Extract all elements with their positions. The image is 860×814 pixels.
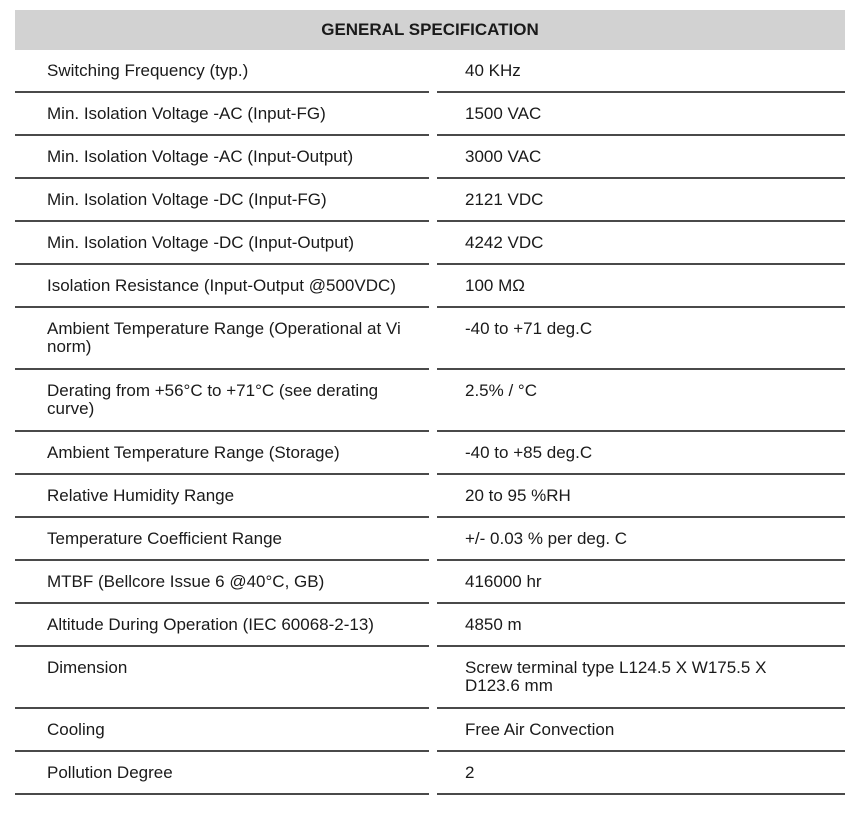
general-specification-table: [15, 10, 845, 795]
spec-label: Pollution Degree: [15, 752, 433, 795]
table-row: [15, 432, 845, 475]
spec-label: Temperature Coefficient Range: [15, 518, 433, 561]
spec-label: Min. Isolation Voltage -AC (Input-FG): [15, 93, 433, 136]
table-row: [15, 179, 845, 222]
spec-label: Isolation Resistance (Input-Output @500VDC): [15, 265, 433, 308]
spec-value: 4850 m: [433, 604, 845, 647]
spec-label: Ambient Temperature Range (Storage): [15, 432, 433, 475]
table-row: [15, 50, 845, 93]
spec-label: Switching Frequency (typ.): [15, 50, 433, 93]
table-row: [15, 604, 845, 647]
table-row: [15, 752, 845, 795]
spec-value: Free Air Convection: [433, 709, 845, 752]
table-row: [15, 647, 845, 709]
table-row: [15, 222, 845, 265]
spec-label: Min. Isolation Voltage -AC (Input-Output): [15, 136, 433, 179]
spec-value: 3000 VAC: [433, 136, 845, 179]
spec-label: Dimension: [15, 647, 433, 709]
table-row: [15, 709, 845, 752]
spec-label: Cooling: [15, 709, 433, 752]
spec-value: 100 MΩ: [433, 265, 845, 308]
spec-label: Min. Isolation Voltage -DC (Input-FG): [15, 179, 433, 222]
table-row: [15, 518, 845, 561]
spec-value: 1500 VAC: [433, 93, 845, 136]
spec-label: Altitude During Operation (IEC 60068-2-13): [15, 604, 433, 647]
spec-label: Derating from +56°C to +71°C (see derating curve): [15, 370, 433, 432]
spec-label: MTBF (Bellcore Issue 6 @40°C, GB): [15, 561, 433, 604]
table-title: GENERAL SPECIFICATION: [15, 10, 845, 50]
spec-label: Relative Humidity Range: [15, 475, 433, 518]
spec-value: 416000 hr: [433, 561, 845, 604]
spec-label: Ambient Temperature Range (Operational at Vi norm): [15, 308, 433, 370]
spec-value: 2121 VDC: [433, 179, 845, 222]
table-row: [15, 475, 845, 518]
spec-value: 40 KHz: [433, 50, 845, 93]
table-row: [15, 265, 845, 308]
table-row: [15, 93, 845, 136]
table-row: [15, 561, 845, 604]
spec-value: 4242 VDC: [433, 222, 845, 265]
spec-value: +/- 0.03 % per deg. C: [433, 518, 845, 561]
table-row: [15, 308, 845, 370]
spec-value: Screw terminal type L124.5 X W175.5 X D123.6 mm: [433, 647, 845, 709]
spec-value: -40 to +71 deg.C: [433, 308, 845, 370]
table-row: [15, 136, 845, 179]
spec-value: 2.5% / °C: [433, 370, 845, 432]
spec-rows: [15, 50, 845, 795]
spec-value: 2: [433, 752, 845, 795]
table-row: [15, 370, 845, 432]
spec-value: -40 to +85 deg.C: [433, 432, 845, 475]
spec-label: Min. Isolation Voltage -DC (Input-Output): [15, 222, 433, 265]
spec-value: 20 to 95 %RH: [433, 475, 845, 518]
